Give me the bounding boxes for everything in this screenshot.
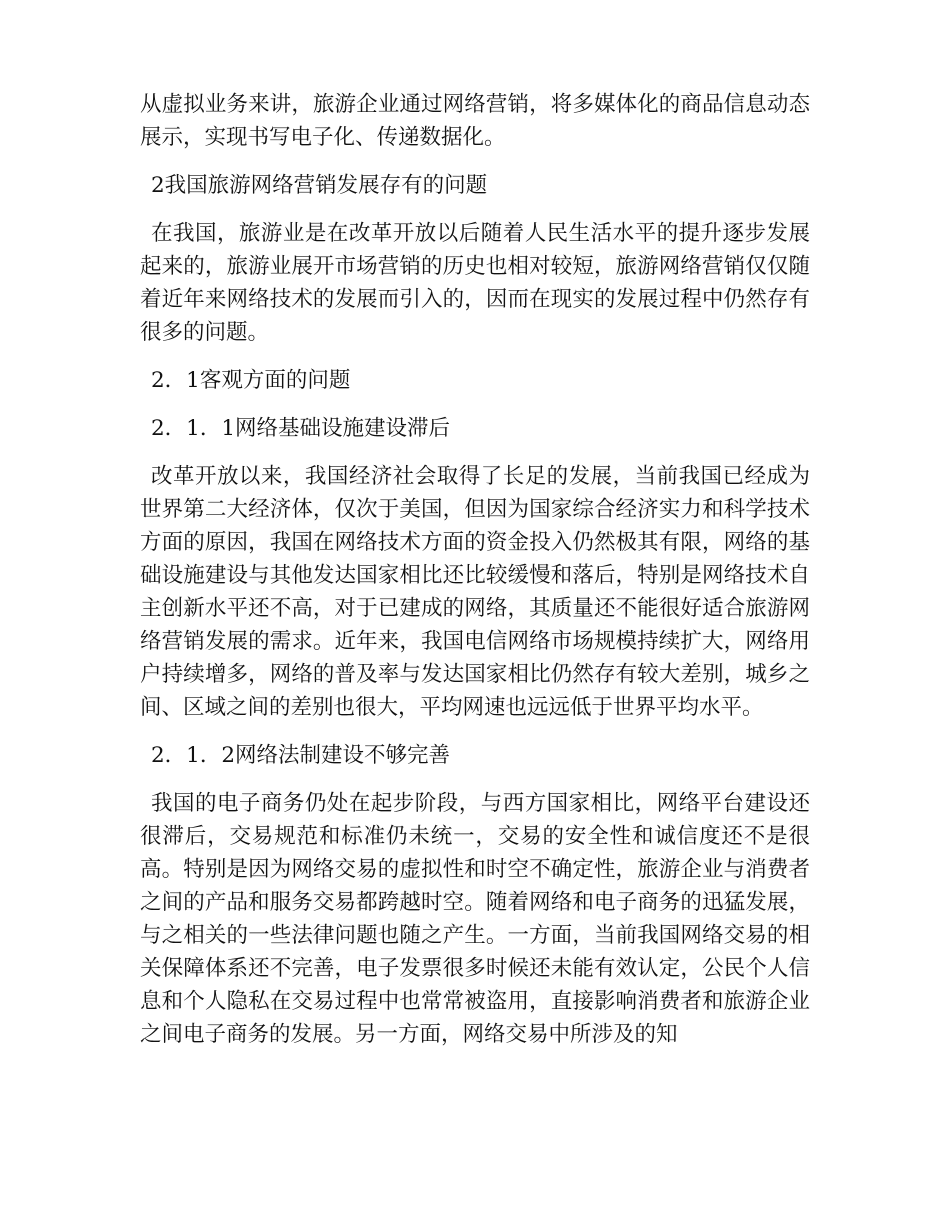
section-heading-2: 2我国旅游网络营销发展存有的问题 [151, 173, 488, 198]
section-heading-2-1-1: 2．1．1网络基础设施建设滞后 [151, 416, 451, 441]
paragraph-virtual-business: 从虚拟业务来讲，旅游企业通过网络营销，将多媒体化的商品信息动态展示，实现书写电子化、传递数据化。 [140, 92, 810, 150]
paragraph-infrastructure: 改革开放以来，我国经济社会取得了长足的发展，当前我国已经成为世界第二大经济体，仅次于美国，但因为国家综合经济实力和科学技术方面的原因，我国在网络技术方面的资金投入仍然极其有限，网络的基础设施建设与其他发达国家相比还比较缓慢和落后，特别是网络技术自主创新水平还不高，对于已建成的网络，其质量还不能很好适合旅游网络营销发展的需求。近年来，我国电信网络市场规模持续扩大，网络用户持续增多，网络的普及率与发达国家相比仍然存有较大差别，城乡之间、区域之间的差别也很大，平均网速也远远低于世界平均水平。 [140, 464, 810, 720]
paragraph-legal-system: 我国的电子商务仍处在起步阶段，与西方国家相比，网络平台建设还很滞后，交易规范和标准仍未统一，交易的安全性和诚信度还不是很高。特别是因为网络交易的虚拟性和时空不确定性，旅游企业与消费者之间的产品和服务交易都跨越时空。随着网络和电子商务的迅猛发展，与之相关的一些法律问题也随之产生。一方面，当前我国网络交易的相关保障体系还不完善，电子发票很多时候还未能有效认定，公民个人信息和个人隐私在交易过程中也常常被盗用，直接影响消费者和旅游企业之间电子商务的发展。另一方面，网络交易中所涉及的知 [140, 791, 810, 1047]
section-heading-2-1-2: 2．1．2网络法制建设不够完善 [151, 743, 451, 768]
section-heading-2-1: 2．1客观方面的问题 [151, 368, 351, 393]
paragraph-intro-problems: 在我国，旅游业是在改革开放以后随着人民生活水平的提升逐步发展起来的，旅游业展开市场营销的历史也相对较短，旅游网络营销仅仅随着近年来网络技术的发展而引入的，因而在现实的发展过程中仍然存有很多的问题。 [140, 221, 810, 345]
